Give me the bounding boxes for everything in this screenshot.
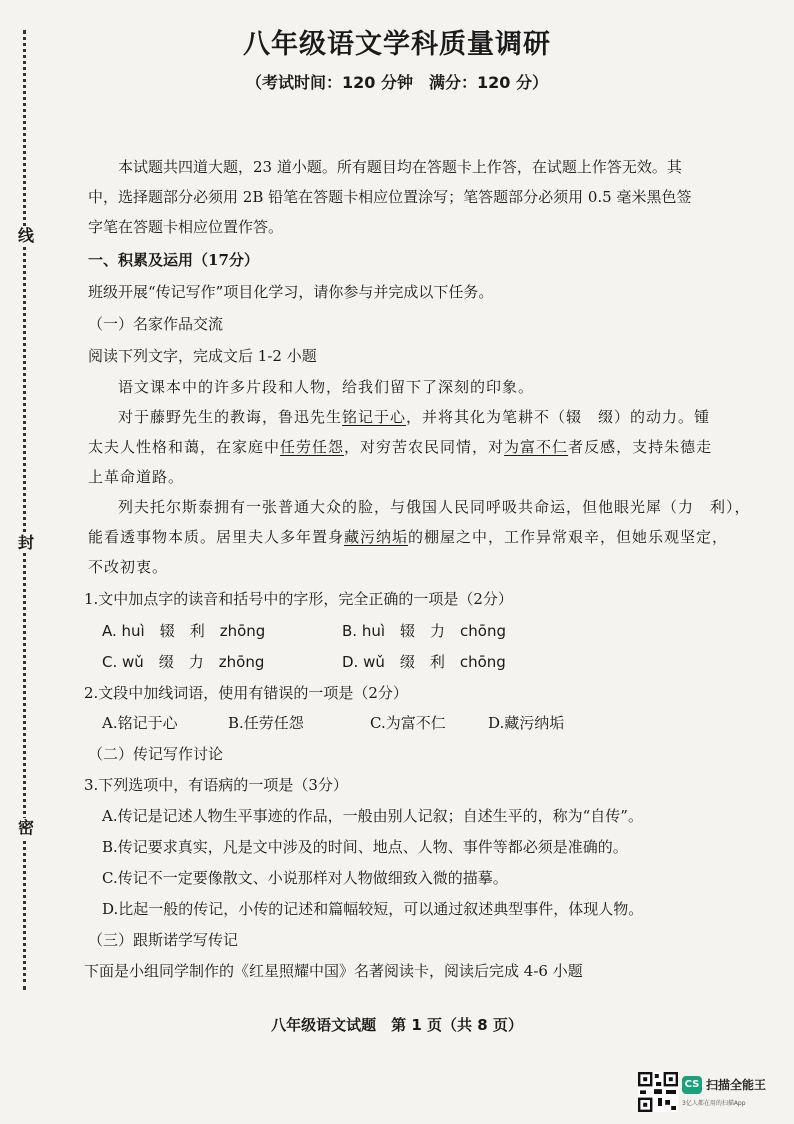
question-1-option-d: D. wǔ 缀 利 chōng [342,653,506,671]
passage-text: 对于藤野先生的教诲，鲁迅先生 [118,408,343,426]
question-3-option-a: A.传记是记述人物生平事迹的作品，一般由别人记叙；自述生平的，称为“自传”。 [102,807,643,825]
binding-dotted-line [23,30,26,990]
underlined-phrase: 藏污纳垢 [344,528,409,546]
underlined-phrase: 铭记于心 [342,408,407,426]
camscanner-name: 扫描全能王 [706,1078,767,1092]
passage-line: 列夫托尔斯泰拥有一张普通大众的脸，与俄国人民同呼吸共命运，但他眼光犀（力 利）， [118,498,751,516]
camscanner-tagline: 3亿人都在用的扫描App [682,1100,746,1107]
question-1-stem: 1.文中加点字的读音和括号中的字形，完全正确的一项是（2分） [84,590,513,608]
question-4-intro: 下面是小组同学制作的《红星照耀中国》名著阅读卡，阅读后完成 4-6 小题 [84,962,583,980]
question-1-option-b: B. huì 辍 力 chōng [342,622,506,640]
passage-text: ，并将其化为笔耕不（辍 缀）的动力。锺 [406,408,711,426]
binding-label-mi: 密 [17,818,34,837]
question-2-option-d: D.藏污纳垢 [488,714,565,732]
question-3-option-b: B.传记要求真实，凡是文中涉及的时间、地点、人物、事件等都必须是准确的。 [102,838,628,856]
intro-line-1: 本试题共四道大题，23 道小题。所有题目均在答题卡上作答，在试题上作答无效。其 [118,158,682,176]
part-heading-1: （一）名家作品交流 [88,315,224,333]
question-1-option-c: C. wǔ 缀 力 zhōng [102,653,265,671]
question-3-stem: 3.下列选项中，有语病的一项是（3分） [84,776,348,794]
passage-line [88,436,712,457]
question-2-option-c: C.为富不仁 [370,714,446,732]
question-2-option-b: B.任劳任怨 [228,714,304,732]
passage-line [88,526,728,547]
reading-instruction: 阅读下列文字，完成文后 1-2 小题 [88,347,317,365]
page-footer: 八年级语文试题 第 1 页（共 8 页） [271,1016,523,1034]
passage-text: 能看透事物本质。居里夫人多年置身 [88,528,345,546]
underlined-phrase: 为富不仁 [504,438,569,456]
question-3-option-d: D.比起一般的传记，小传的记述和篇幅较短，可以通过叙述典型事件，体现人物。 [102,900,644,918]
exam-info: （考试时间：120 分钟 满分：120 分） [246,73,548,92]
question-1-option-a: A. huì 辍 利 zhōng [102,622,266,640]
qr-code-icon [638,1072,678,1112]
passage-text: 者反感，支持朱德走 [568,438,713,456]
underlined-phrase: 任劳任怨 [280,438,345,456]
part-heading-2: （二）传记写作讨论 [88,745,224,763]
camscanner-logo-icon: CS [682,1076,702,1094]
question-3-option-c: C.传记不一定要像散文、小说那样对人物做细致入微的描摹。 [102,869,508,887]
passage-text: ，对穷苦农民同情，对 [344,438,505,456]
passage-text: 的棚屋之中，工作异常艰辛，但她乐观坚定， [408,528,729,546]
task-description: 班级开展“传记写作”项目化学习，请你参与并完成以下任务。 [88,283,494,301]
question-2-stem: 2.文段中加线词语，使用有错误的一项是（2分） [84,684,408,702]
question-2-option-a: A.铭记于心 [102,714,178,732]
passage-line: 不改初衷。 [88,558,169,576]
passage-line: 语文课本中的许多片段和人物，给我们留下了深刻的印象。 [118,378,535,396]
intro-line-2: 中，选择题部分必须用 2B 铅笔在答题卡相应位置涂写；笔答题部分必须用 0.5 毫米黑色签 [88,188,692,206]
passage-text: 太夫人性格和蔼，在家庭中 [88,438,281,456]
section-heading: 一、积累及运用（17分） [88,251,259,269]
passage-line [118,406,710,427]
part-heading-3: （三）跟斯诺学写传记 [88,931,239,949]
page-title: 八年级语文学科质量调研 [243,29,551,60]
binding-label-xian: 线 [17,226,34,245]
passage-line: 上革命道路。 [88,468,185,486]
intro-line-3: 字笔在答题卡相应位置作答。 [88,218,284,236]
binding-label-feng: 封 [17,533,34,552]
